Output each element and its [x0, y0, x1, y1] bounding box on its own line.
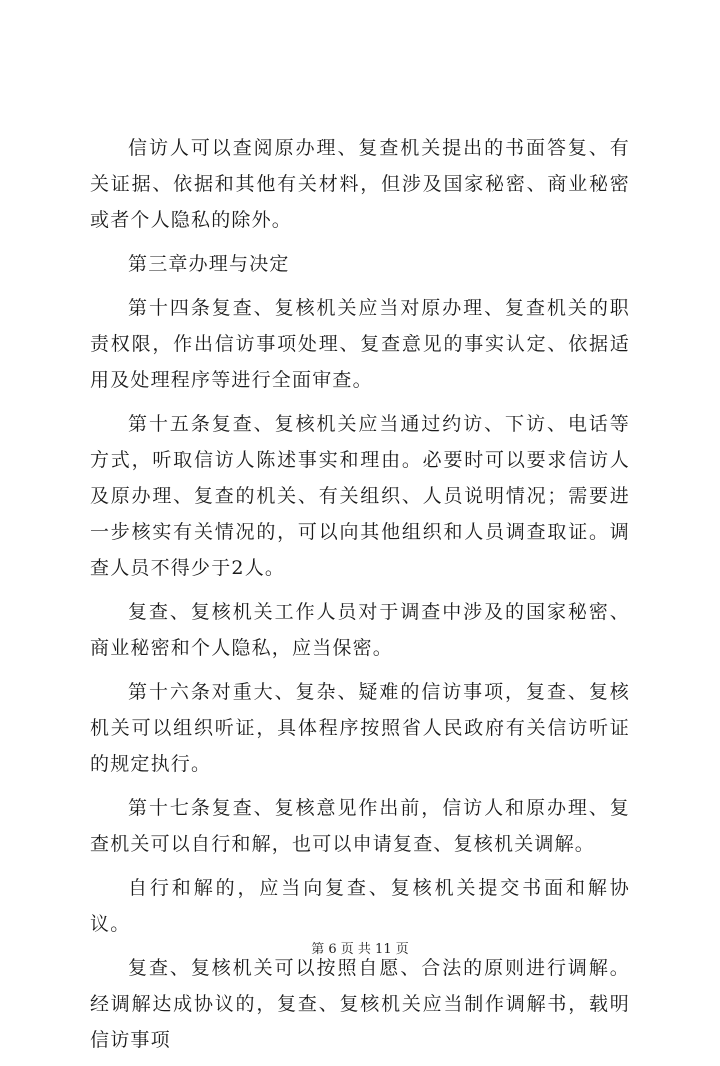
paragraph-1: 信访人可以查阅原办理、复查机关提出的书面答复、有关证据、依据和其他有关材料，但涉及国家秘密、商业秘密或者个人隐私的除外。: [90, 137, 630, 231]
paragraph-article-15: 第十五条复查、复核机关应当通过约访、下访、电话等方式，听取信访人陈述事实和理由。必要时可以要求信访人及原办理、复查的机关、有关组织、人员说明情况；需要进一步核实有关情况的，可以向其他组织和人员调查取证。调查人员不得少于2人。: [90, 413, 630, 579]
document-body: [90, 130, 630, 1066]
paragraph-article-17: 第十七条复查、复核意见作出前，信访人和原办理、复查机关可以自行和解，也可以申请复查、复核机关调解。: [90, 797, 630, 855]
paragraph-settlement: 自行和解的，应当向复查、复核机关提交书面和解协议。: [90, 877, 630, 935]
paragraph-confidentiality: 复查、复核机关工作人员对于调查中涉及的国家秘密、商业秘密和个人隐私，应当保密。: [90, 601, 630, 659]
paragraph-article-16: 第十六条对重大、复杂、疑难的信访事项，复查、复核机关可以组织听证，具体程序按照省人民政府有关信访听证的规定执行。: [90, 681, 630, 775]
chapter-heading: 第三章办理与决定: [128, 253, 290, 275]
paragraph-article-14: 第十四条复查、复核机关应当对原办理、复查机关的职责权限，作出信访事项处理、复查意见的事实认定、依据适用及处理程序等进行全面审查。: [90, 297, 630, 391]
page-footer: 第 6 页 共 11 页: [311, 942, 409, 957]
paragraph-mediation: 复查、复核机关可以按照自愿、合法的原则进行调解。经调解达成协议的，复查、复核机关应当制作调解书，载明信访事项: [90, 957, 630, 1051]
